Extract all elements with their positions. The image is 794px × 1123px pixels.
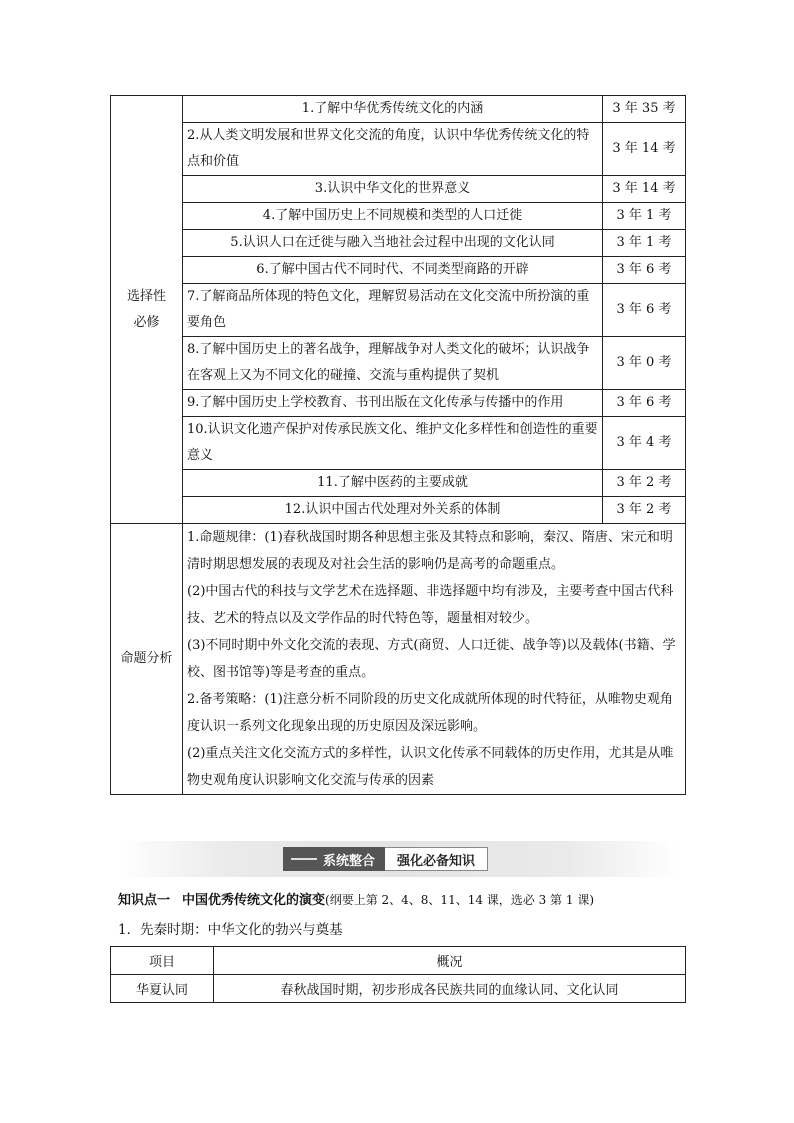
- overview-header-row: [111, 947, 686, 975]
- curriculum-table-body: [111, 96, 686, 795]
- exam-frequency: 3 年 1 考: [603, 203, 686, 230]
- requirement-row: [111, 470, 686, 497]
- requirement-text: 9.了解中国历史上学校教育、书刊出版在文化传承与传播中的作用: [183, 390, 603, 417]
- exam-frequency: 3 年 2 考: [603, 497, 686, 524]
- analysis-paragraph: 2.备考策略：(1)注意分析不同阶段的历史文化成就所体现的时代特征，从唯物史观角度认识一系列文化现象出现的历史原因及深远影响。: [187, 692, 673, 734]
- requirement-text: 1.了解中华优秀传统文化的内涵: [183, 96, 603, 123]
- exam-frequency: 3 年 6 考: [603, 257, 686, 284]
- analysis-paragraph: (3)不同时期中外文化交流的表现、方式(商贸、人口迁徙、战争等)以及载体(书籍、学校、图书馆等)等是考查的重点。: [187, 638, 676, 680]
- requirement-row: [111, 176, 686, 203]
- requirement-row: [111, 417, 686, 470]
- requirement-text: 12.认识中国古代处理对外关系的体制: [183, 497, 603, 524]
- overview-header-item: 项目: [111, 947, 214, 975]
- requirement-text: 8.了解中国历史上的著名战争，理解战争对人类文化的破坏；认识战争在客观上又为不同文化的碰撞、交流与重构提供了契机: [183, 337, 603, 390]
- overview-row: [111, 975, 686, 1003]
- requirement-row: [111, 497, 686, 524]
- analysis-content: [183, 524, 686, 795]
- overview-cell-item: 华夏认同: [111, 975, 214, 1003]
- banner-left-label: [283, 847, 385, 871]
- requirement-text: 7.了解商品所体现的特色文化，理解贸易活动在文化交流中所扮演的重要角色: [183, 284, 603, 337]
- requirement-row: [111, 96, 686, 123]
- requirement-row: [111, 337, 686, 390]
- exam-frequency: 3 年 0 考: [603, 337, 686, 390]
- banner-right-label: 强化必备知识: [385, 847, 488, 871]
- overview-cell-summary: 春秋战国时期，初步形成各民族共同的血缘认同、文化认同: [214, 975, 686, 1003]
- exam-frequency: 3 年 1 考: [603, 230, 686, 257]
- requirement-text: 2.从人类文明发展和世界文化交流的角度，认识中华优秀传统文化的特点和价值: [183, 123, 603, 176]
- requirement-row: [111, 123, 686, 176]
- curriculum-table: [110, 95, 686, 795]
- exam-frequency: 3 年 4 考: [603, 417, 686, 470]
- category-analysis: 命题分析: [111, 524, 183, 795]
- analysis-row: [111, 524, 686, 795]
- requirement-row: [111, 284, 686, 337]
- knowledge-point-title: 中国优秀传统文化的演变: [182, 893, 326, 908]
- exam-frequency: 3 年 14 考: [603, 123, 686, 176]
- requirement-text: 11.了解中医药的主要成就: [183, 470, 603, 497]
- requirement-text: 4.了解中国历史上不同规模和类型的人口迁徙: [183, 203, 603, 230]
- analysis-paragraph: (2)重点关注文化交流方式的多样性，认识文化传承不同载体的历史作用，尤其是从唯物史观角度认识影响文化交流与传承的因素: [187, 746, 674, 788]
- requirement-row: [111, 230, 686, 257]
- requirement-text: 6.了解中国古代不同时代、不同类型商路的开辟: [183, 257, 603, 284]
- requirement-text: 3.认识中华文化的世界意义: [183, 176, 603, 203]
- overview-table: [110, 946, 686, 1003]
- exam-frequency: 3 年 35 考: [603, 96, 686, 123]
- exam-frequency: 3 年 14 考: [603, 176, 686, 203]
- sub-heading: 1．先秦时期：中华文化的勃兴与奠基: [118, 922, 343, 938]
- section-banner: [118, 841, 678, 877]
- banner-inner: [283, 847, 488, 871]
- exam-frequency: 3 年 2 考: [603, 470, 686, 497]
- requirement-row: [111, 257, 686, 284]
- requirement-text: 5.认识人口在迁徙与融入当地社会过程中出现的文化认同: [183, 230, 603, 257]
- requirement-row: [111, 203, 686, 230]
- exam-frequency: 3 年 6 考: [603, 284, 686, 337]
- knowledge-point-label: 知识点一: [118, 893, 171, 908]
- requirement-text: 10.认识文化遗产保护对传承民族文化、维护文化多样性和创造性的重要意义: [183, 417, 603, 470]
- exam-frequency: 3 年 6 考: [603, 390, 686, 417]
- analysis-paragraph: (2)中国古代的科技与文学艺术在选择题、非选择题中均有涉及，主要考查中国古代科技、艺术的特点以及文学作品的时代特色等，题量相对较少。: [187, 584, 674, 626]
- overview-header-summary: 概况: [214, 947, 686, 975]
- knowledge-point-reference: (纲要上第 2、4、8、11、14 课，选必 3 第 1 课): [325, 893, 594, 907]
- banner-left-text: 系统整合: [323, 853, 376, 869]
- banner-line-icon: [291, 858, 317, 860]
- analysis-paragraph: 1.命题规律：(1)春秋战国时期各种思想主张及其特点和影响，秦汉、隋唐、宋元和明清时期思想发展的表现及对社会生活的影响仍是高考的命题重点。: [187, 530, 673, 572]
- requirement-row: [111, 390, 686, 417]
- category-elective: 选择性必修: [111, 96, 183, 524]
- knowledge-point-heading: [118, 889, 594, 908]
